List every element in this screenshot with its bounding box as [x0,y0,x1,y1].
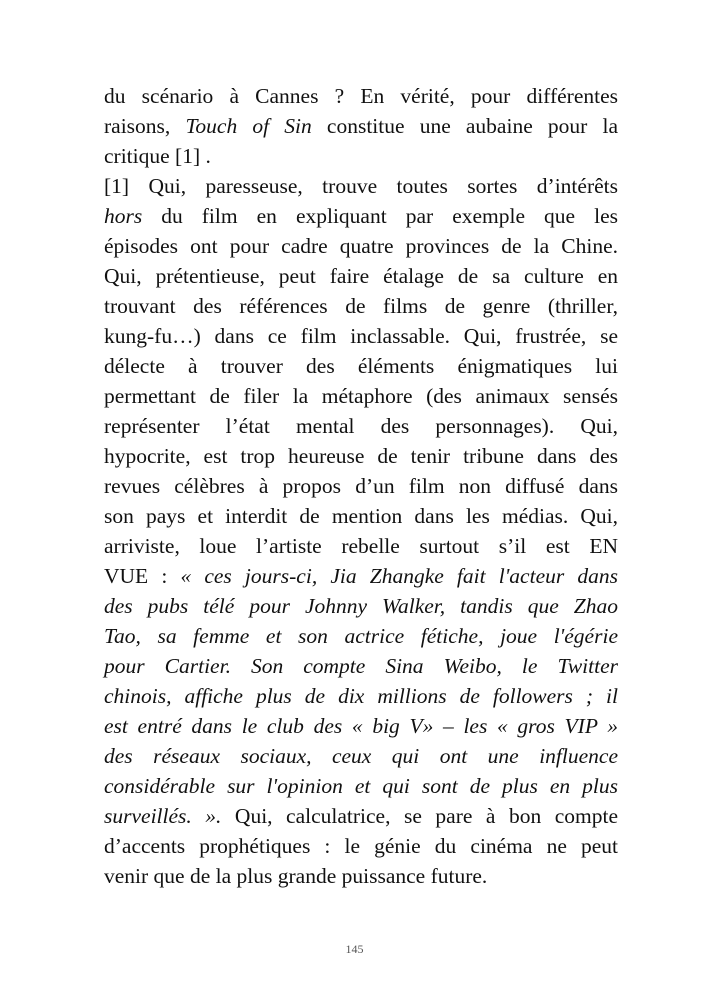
text-line [104,471,618,501]
text-run: du scénario à Cannes ? En vérité, pour différentes [104,84,618,108]
text-run: venir que de la plus grande puissance future. [104,864,488,888]
italic-text: est entré dans le club des « big V» – les « gros VIP » [104,714,618,738]
text-run: hypocrite, est trop heureuse de tenir tribune dans des [104,444,618,468]
page-number: 145 [345,942,364,956]
text-line [104,111,618,141]
text-line [104,291,618,321]
text-line [104,681,618,711]
text-line [104,231,618,261]
text-line [104,621,618,651]
italic-text: considérable sur l'opinion et qui sont de plus en plus [104,774,618,798]
italic-text: hors [104,204,143,228]
text-run: critique [1] . [104,144,211,168]
italic-text: chinois, affiche plus de dix millions de followers ; il [104,684,618,708]
text-line [104,501,618,531]
text-run: d’accents prophétiques : le génie du cinéma ne peut [104,834,618,858]
text-run: du film en expliquant par exemple que les [142,204,618,228]
text-line [104,441,618,471]
text-line [104,381,618,411]
italic-text: Tao, sa femme et son actrice fétiche, joue l'égérie [104,624,618,648]
text-line [104,531,618,561]
text-line [104,351,618,381]
text-line [104,771,618,801]
text-run: épisodes ont pour cadre quatre provinces de la Chine. [104,234,618,258]
text-line [104,561,618,591]
text-line [104,81,618,111]
text-run: constitue une aubaine pour la [311,114,618,138]
text-run: permettant de filer la métaphore (des animaux sensés [104,384,618,408]
paragraph-intro [104,81,618,171]
text-line [104,171,618,201]
text-run: arriviste, loue l’artiste rebelle surtout s’il est EN [104,534,618,558]
text-run: son pays et interdit de mention dans les médias. Qui, [104,504,618,528]
text-line [104,651,618,681]
italic-text: « ces jours-ci, Jia Zhangke fait l'acteur dans [180,564,618,588]
italic-text: des pubs télé pour Johnny Walker, tandis que Zhao [104,594,618,618]
text-line [104,411,618,441]
italic-text: Touch of Sin [185,114,312,138]
text-line [104,741,618,771]
text-line [104,591,618,621]
text-run: délecte à trouver des éléments énigmatiques lui [104,354,618,378]
text-run: Qui, prétentieuse, peut faire étalage de sa culture en [104,264,618,288]
italic-text: des réseaux sociaux, ceux qui ont une influence [104,744,618,768]
text-line [104,201,618,231]
paragraph-footnote-1 [104,171,618,891]
text-line [104,261,618,291]
text-line [104,141,618,171]
text-run: trouvant des références de films de genre (thriller, [104,294,618,318]
text-run: représenter l’état mental des personnages). Qui, [104,414,618,438]
italic-text: surveillés. ». [104,804,222,828]
body-text [104,81,618,891]
text-line [104,321,618,351]
text-run: kung-fu…) dans ce film inclassable. Qui, frustrée, se [104,324,618,348]
text-run: VUE : [104,564,181,588]
text-run: Qui, calculatrice, se pare à bon compte [221,804,618,828]
text-run: revues célèbres à propos d’un film non diffusé dans [104,474,618,498]
text-line [104,801,618,831]
text-line [104,861,618,891]
text-run: [1] Qui, paresseuse, trouve toutes sortes d’intérêts [104,174,618,198]
italic-text: pour Cartier. Son compte Sina Weibo, le Twitter [104,654,618,678]
text-run: raisons, [104,114,186,138]
text-line [104,711,618,741]
text-line [104,831,618,861]
